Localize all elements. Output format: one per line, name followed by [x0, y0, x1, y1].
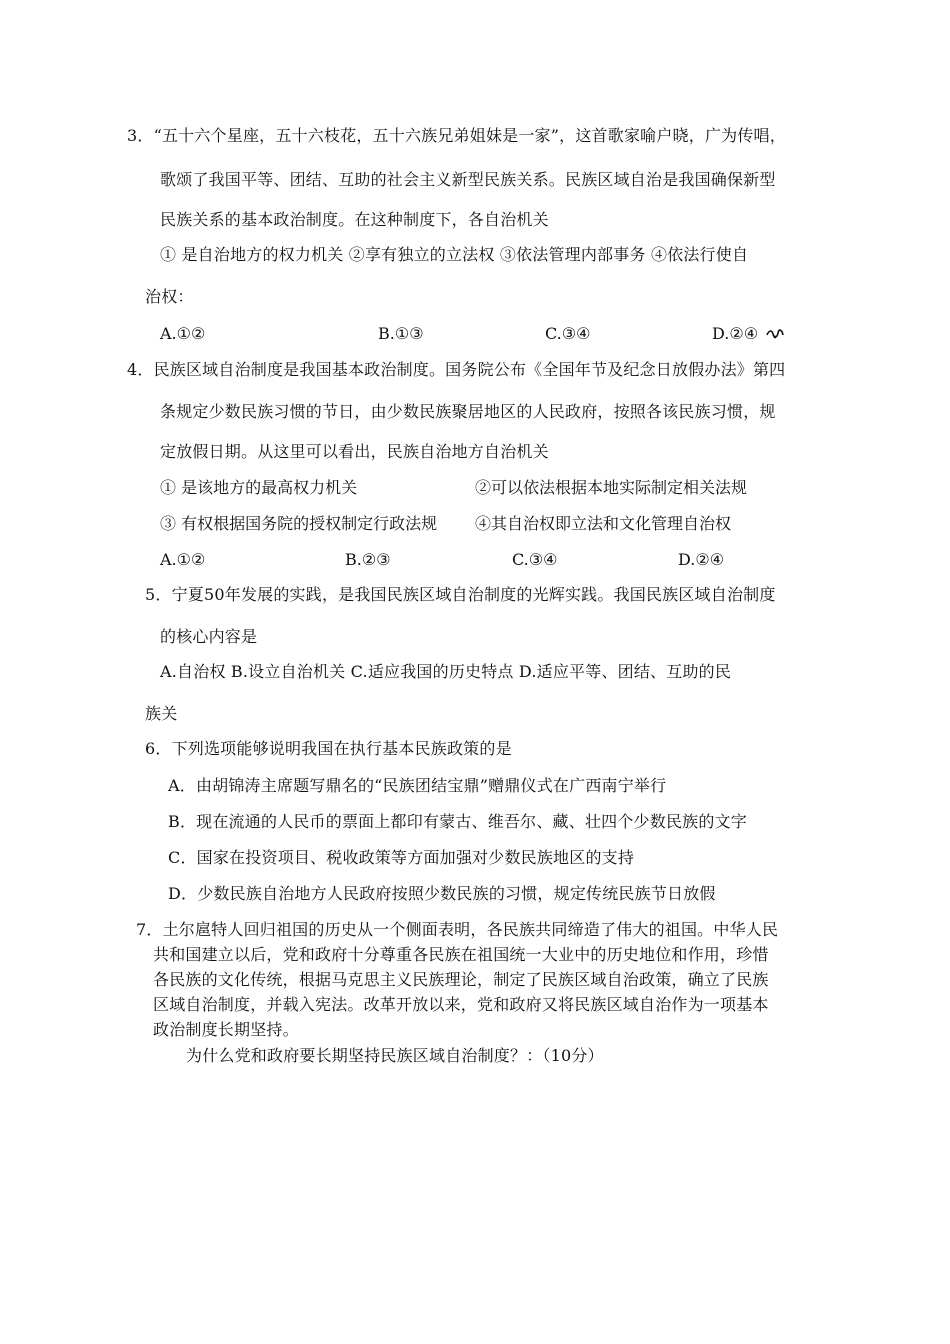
q4-option-c: C.③④: [512, 550, 558, 569]
q4-option-b: B.②③: [345, 550, 391, 569]
q7-line-2: 共和国建立以后，党和政府十分尊重各民族在祖国统一大业中的历史地位和作用，珍惜: [153, 945, 769, 964]
q3-option-d: D.②④: [712, 324, 759, 343]
q3-line-5: 治权：: [145, 287, 194, 306]
q6-option-c: C．国家在投资项目、税收政策等方面加强对少数民族地区的支持: [168, 848, 635, 867]
q6-stem: 6．下列选项能够说明我国在执行基本民族政策的是: [145, 739, 512, 758]
q6-option-d: D．少数民族自治地方人民政府按照少数民族的习惯，规定传统民族节日放假: [168, 884, 716, 903]
q4-item-3: ③ 有权根据国务院的授权制定行政法规: [160, 514, 438, 533]
q4-item-4: ④其自治权即立法和文化管理自治权: [475, 514, 732, 533]
q5-line-1: 5．宁夏50年发展的实践，是我国民族区域自治制度的光辉实践。我国民族区域自治制度: [145, 585, 776, 604]
q4-line-2: 条规定少数民族习惯的节日，由少数民族聚居地区的人民政府，按照各该民族习惯，规: [160, 402, 776, 421]
q6-option-b: B．现在流通的人民币的票面上都印有蒙古、维吾尔、藏、壮四个少数民族的文字: [168, 812, 747, 831]
q4-option-d: D.②④: [678, 550, 725, 569]
q4-line-3: 定放假日期。从这里可以看出，民族自治地方自治机关: [160, 442, 549, 461]
q7-line-5: 政治制度长期坚持。: [153, 1020, 299, 1039]
q4-option-a: A.①②: [160, 550, 206, 569]
q7-line-4: 区域自治制度，并载入宪法。改革开放以来，党和政府又将民族区域自治作为一项基本: [153, 995, 769, 1014]
q3-line-1: 3．“五十六个星座，五十六枝花，五十六族兄弟姐妹是一家”，这首歌家喻户晓，广为传唱，: [127, 126, 786, 145]
scribble-mark-icon: [766, 328, 784, 340]
q7-line-1: 7．土尔扈特人回归祖国的历史从一个侧面表明，各民族共同缔造了伟大的祖国。中华人民: [136, 920, 779, 939]
q6-option-a: A．由胡锦涛主席题写鼎名的“民族团结宝鼎”赠鼎仪式在广西南宁举行: [168, 776, 667, 795]
q3-option-a: A.①②: [160, 324, 206, 343]
q3-option-b: B.①③: [378, 324, 424, 343]
q3-line-4: ① 是自治地方的权力机关 ②享有独立的立法权 ③依法管理内部事务 ④依法行使自: [160, 245, 749, 264]
q7-question: 为什么党和政府要长期坚持民族区域自治制度？：（10分）: [186, 1046, 604, 1065]
q3-line-3: 民族关系的基本政治制度。在这种制度下，各自治机关: [160, 210, 549, 229]
q5-line-3: A.自治权 B.设立自治机关 C.适应我国的历史特点 D.适应平等、团结、互助的民: [160, 662, 732, 681]
q7-line-3: 各民族的文化传统，根据马克思主义民族理论，制定了民族区域自治政策，确立了民族: [153, 970, 769, 989]
q3-option-c: C.③④: [545, 324, 591, 343]
q5-line-4: 族关: [145, 704, 178, 723]
q4-item-1: ① 是该地方的最高权力机关: [160, 478, 358, 497]
q4-item-2: ②可以依法根据本地实际制定相关法规: [475, 478, 748, 497]
q4-line-1: 4．民族区域自治制度是我国基本政治制度。国务院公布《全国年节及纪念日放假办法》第四: [127, 360, 786, 379]
q5-line-2: 的核心内容是: [160, 627, 258, 646]
q3-line-2: 歌颂了我国平等、团结、互助的社会主义新型民族关系。民族区域自治是我国确保新型: [160, 170, 776, 189]
